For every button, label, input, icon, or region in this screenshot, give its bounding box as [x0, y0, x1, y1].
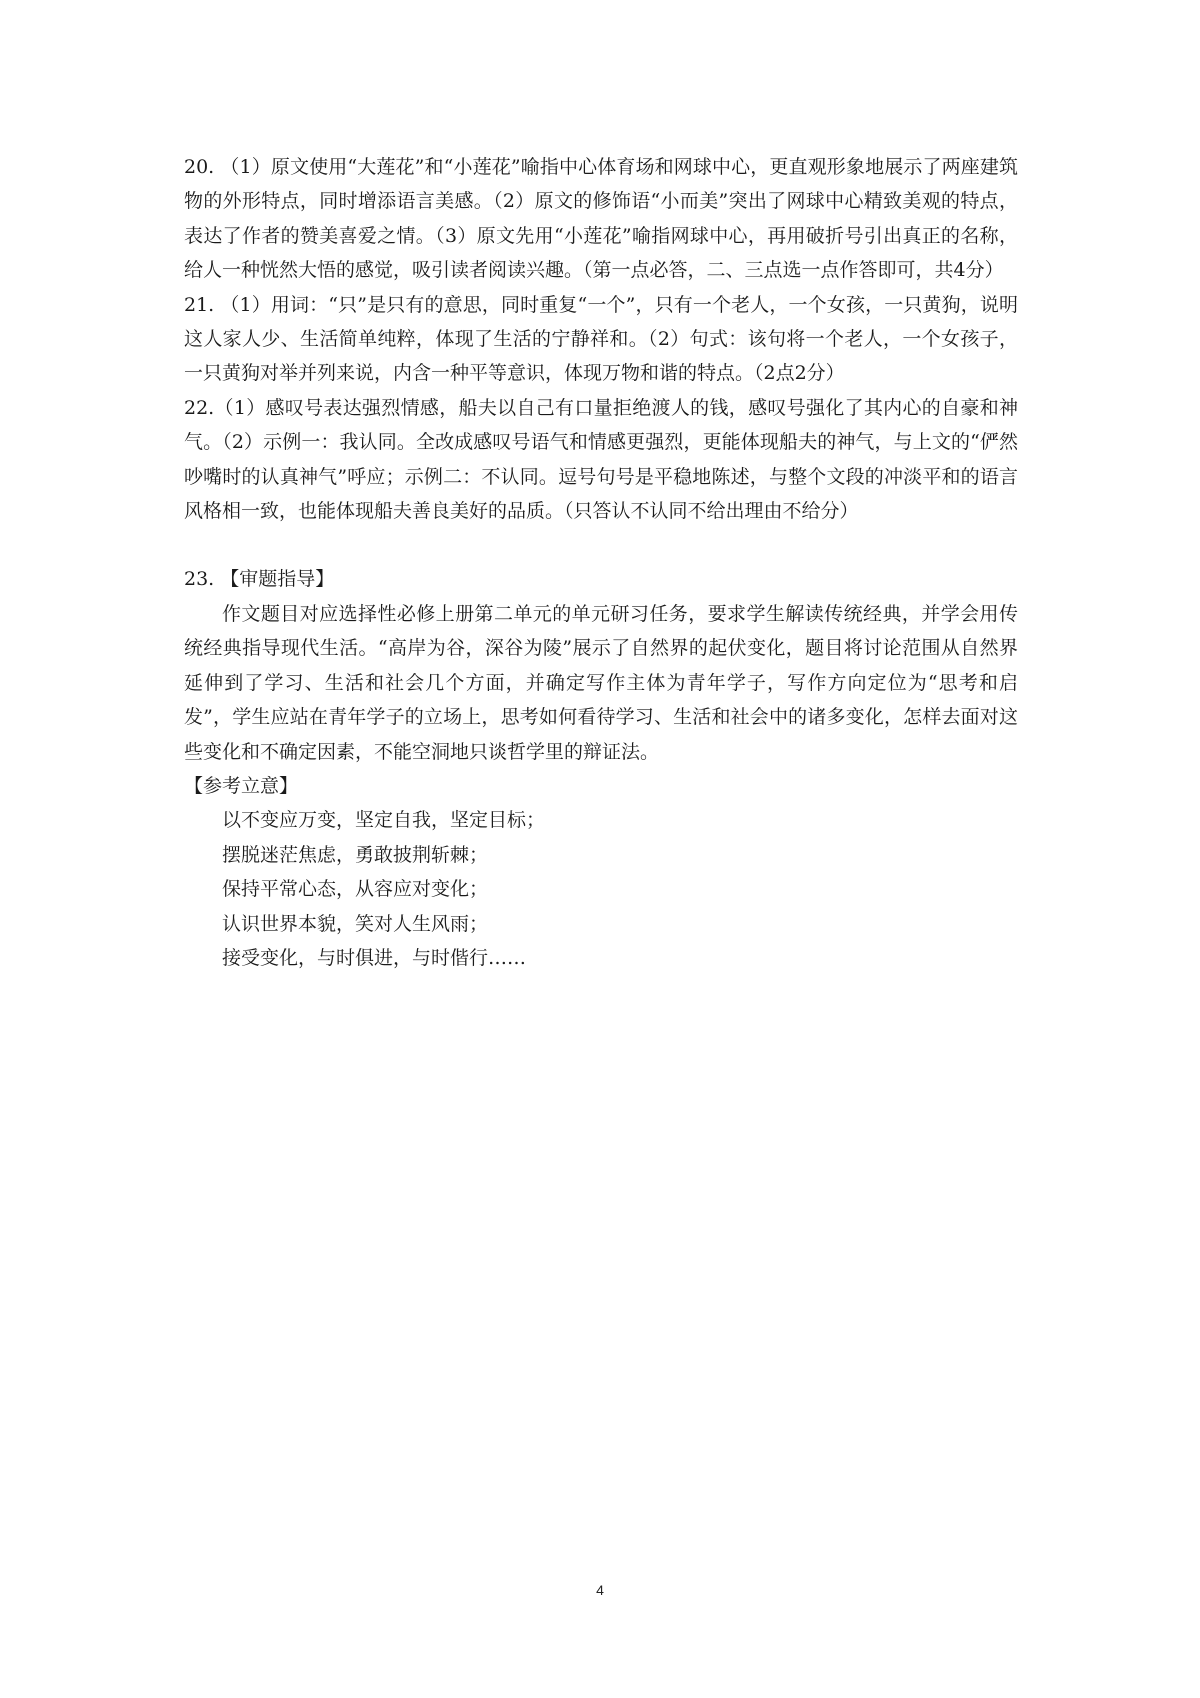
idea-item: 认识世界本貌，笑对人生风雨；: [222, 912, 489, 935]
answer-22: 22.（1）感叹号表达强烈情感，船夫以自己有口量拒绝渡人的钱，感叹号强化了其内心的自豪和神气。（2）示例一：我认同。全改成感叹号语气和情感更强烈，更能体现船夫的神气，与上文的“俨然吵嘴时的认真神气”呼应；示例二：不认同。逗号句号是平稳地陈述，与整个文段的冲淡平和的语言风格相一致，也能体现船夫善良美好的品质。（只答认不认同不给出理由不给分）: [184, 396, 1018, 523]
answer-sheet: [184, 150, 1018, 975]
idea-item: 接受变化，与时俱进，与时偕行……: [222, 946, 527, 969]
section-gap: [184, 528, 1018, 562]
idea-item: 保持平常心态，从容应对变化；: [222, 878, 489, 901]
answer-21: 21. （1）用词：“只”是只有的意思，同时重复“一个”，只有一个老人，一个女孩，一只黄狗，说明这人家人少、生活简单纯粹，体现了生活的宁静祥和。（2）句式：该句将一个老人，一个女孩子，一只黄狗对举并列来说，内含一种平等意识，体现万物和谐的特点。（2点2分）: [184, 293, 1018, 385]
idea-item: 摆脱迷茫焦虑，勇敢披荆斩棘；: [222, 843, 489, 866]
answer-20: 20. （1）原文使用“大莲花”和“小莲花”喻指中心体育场和网球中心，更直观形象地展示了两座建筑物的外形特点，同时增添语言美感。（2）原文的修饰语“小而美”突出了网球中心精致美观的特点，表达了作者的赞美喜爱之情。（3）原文先用“小莲花”喻指网球中心，再用破折号引出真正的名称，给人一种恍然大悟的感觉，吸引读者阅读兴趣。（第一点必答，二、三点选一点作答即可，共4分）: [184, 156, 1018, 282]
page-number: 4: [596, 1582, 604, 1598]
idea-item: 以不变应万变，坚定自我，坚定目标；: [222, 809, 546, 832]
reference-heading: 【参考立意】: [184, 774, 299, 797]
essay-guidance: 作文题目对应选择性必修上册第二单元的单元研习任务，要求学生解读传统经典，并学会用传统经典指导现代生活。“高岸为谷，深谷为陵”展示了自然界的起伏变化，题目将讨论范围从自然界延伸到了学习、生活和社会几个方面，并确定写作主体为青年学子，写作方向定位为“思考和启发”，学生应站在青年学子的立场上，思考如何看待学习、生活和社会中的诸多变化，怎样去面对这些变化和不确定因素，不能空洞地只谈哲学里的辩证法。: [184, 602, 1018, 763]
essay-heading: 23. 【审题指导】: [184, 568, 335, 591]
